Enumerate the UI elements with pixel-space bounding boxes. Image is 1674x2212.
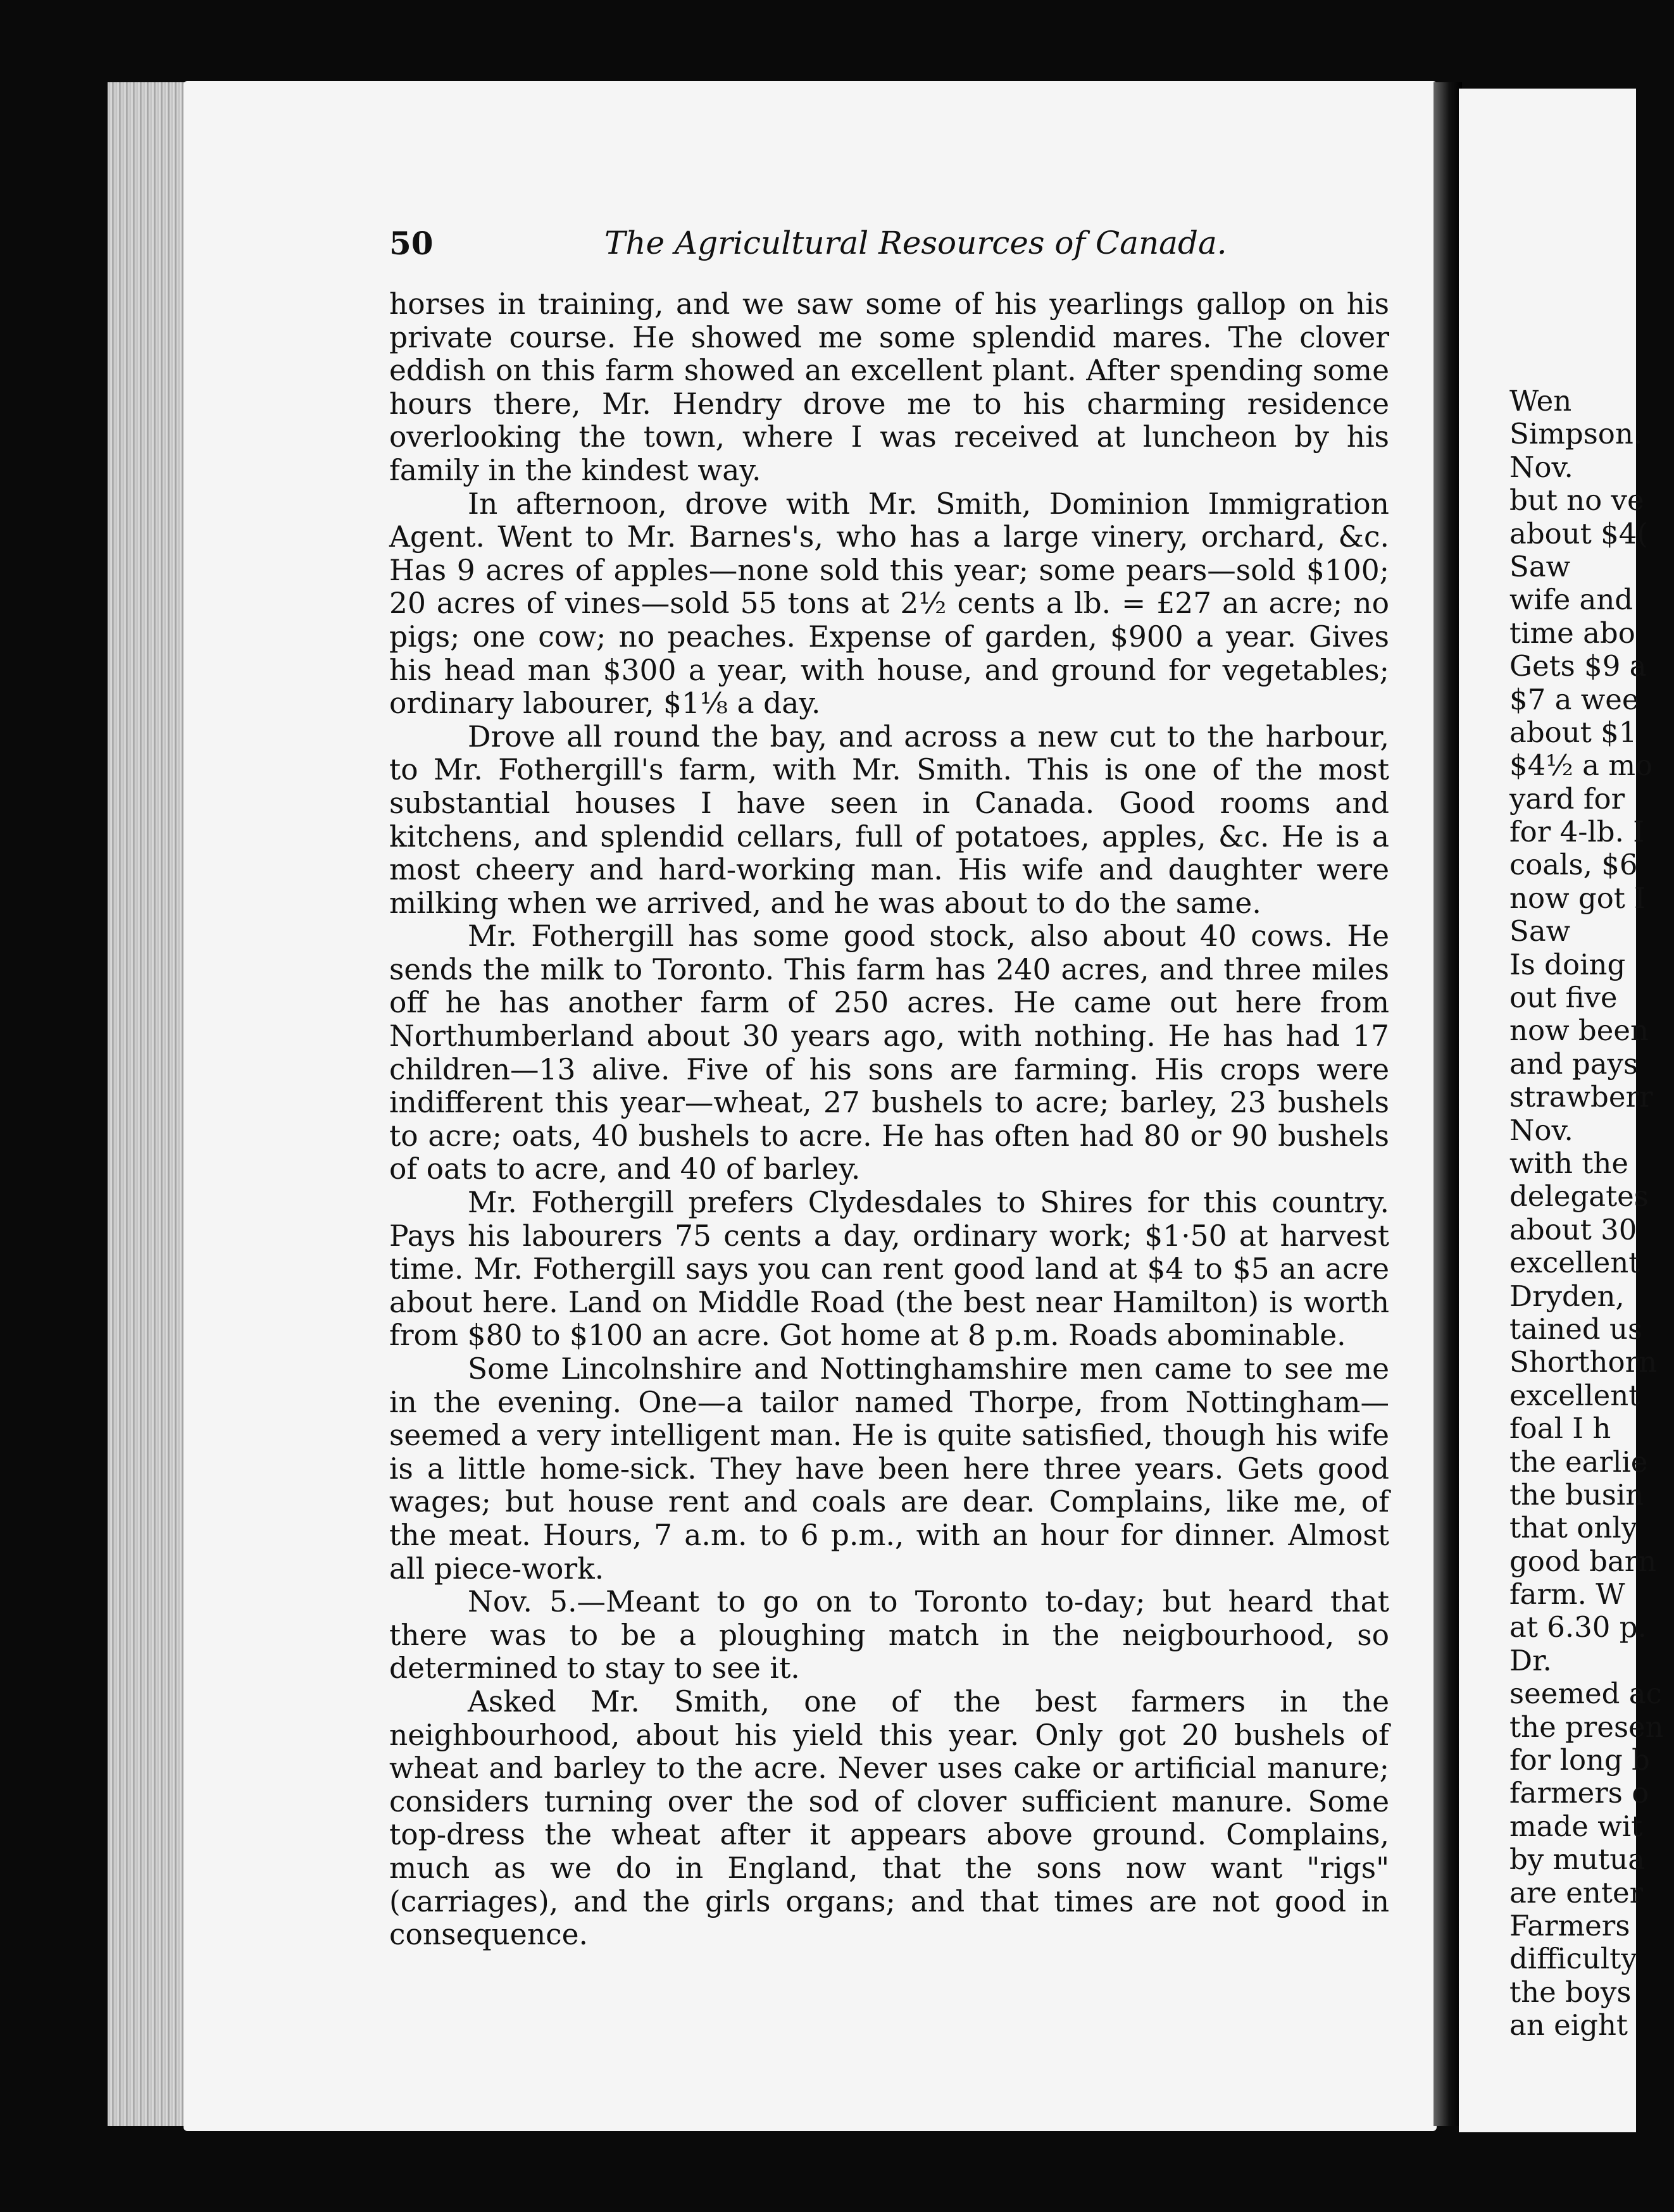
- facing-line: farmers o: [1509, 1776, 1649, 1810]
- facing-line: the earlie: [1509, 1445, 1648, 1479]
- page-header: [389, 225, 1377, 275]
- facing-page: [1459, 89, 1664, 2132]
- facing-line: Dryden,: [1509, 1279, 1625, 1313]
- facing-line: difficulty: [1509, 1942, 1637, 1976]
- facing-line: $4½ a mo: [1509, 749, 1653, 783]
- paragraph: Asked Mr. Smith, one of the best farmers in the neighbourhood, about his yield this year. Only got 20 bushels of wheat and barley to the acre. Never uses cake or artificial manure; considers turning over the sod of clover sufficient manure. Some top-dress the wheat after it appears above ground. Complains, much as we do in England, that the sons now want "rigs" (carriages), and the girls organs; and that times are not good in consequence.: [389, 1684, 1389, 1952]
- paragraph: In afternoon, drove with Mr. Smith, Dominion Immigration Agent. Went to Mr. Barnes's, who has a large vinery, orchard, &c. Has 9 acres of apples—none sold this year; some pears—sold $100; 20 acres of vines—sold 55 tons at 2½ cents a lb. = £27 an acre; no pigs; one cow; no peaches. Expense of garden, $900 a year. Gives his head man $300 a year, with house, and ground for vegetables; ordinary labourer, $1⅛ a day.: [389, 487, 1389, 721]
- facing-line: time abo: [1509, 616, 1635, 650]
- facing-line: strawberr: [1509, 1080, 1653, 1114]
- facing-line: foal I h: [1509, 1412, 1611, 1446]
- paragraph: horses in training, and we saw some of his yearlings gallop on his private course. He showed me some splendid mares. The clover eddish on this farm showed an excellent plant. After spending some hours there, Mr. Hendry drove me to his charming residence overlooking the town, where I was received at luncheon by his family in the kindest way.: [389, 287, 1389, 487]
- facing-line: at 6.30 p.: [1509, 1610, 1647, 1644]
- facing-line: yard for: [1509, 781, 1625, 816]
- facing-line: tained us: [1509, 1312, 1643, 1346]
- facing-line: the busin: [1509, 1477, 1644, 1512]
- facing-line: farm. W: [1509, 1577, 1625, 1612]
- facing-line: for long b: [1509, 1743, 1650, 1777]
- facing-line: $7 a wee: [1509, 682, 1639, 716]
- facing-line: good barn: [1509, 1544, 1657, 1578]
- facing-line: Saw: [1509, 549, 1571, 583]
- paragraph: Mr. Fothergill has some good stock, also about 40 cows. He sends the milk to Toronto. This farm has 240 acres, and three miles off he has another farm of 250 acres. He came out here from Northumberland about 30 years ago, with nothing. He has had 17 children—13 alive. Five of his sons are farming. His crops were indifferent this year—wheat, 27 bushels to acre; barley, 23 bushels to acre; oats, 40 bushels to acre. He has often had 80 or 90 bushels of oats to acre, and 40 of barley.: [389, 919, 1389, 1186]
- paragraph: Some Lincolnshire and Nottinghamshire men came to see me in the evening. One—a tailor named Thorpe, from Nottingham—seemed a very intelligent man. He is quite satisfied, though his wife is a little home-sick. They have been here three years. Gets good wages; but house rent and coals are dear. Complains, like me, of the meat. Hours, 7 a.m. to 6 p.m., with an hour for dinner. Almost all piece-work.: [389, 1352, 1389, 1586]
- facing-line: Wen: [1509, 384, 1572, 418]
- facing-line: about $4(: [1509, 516, 1648, 550]
- paragraph: Drove all round the bay, and across a new cut to the harbour, to Mr. Fothergill's farm, with Mr. Smith. This is one of the most substantial houses I have seen in Canada. Good rooms and kitchens, and splendid cellars, full of potatoes, apples, &c. He is a most cheery and hard-working man. His wife and daughter were milking when we arrived, and he was about to do the same.: [389, 719, 1389, 920]
- facing-line: that only: [1509, 1511, 1638, 1545]
- facing-line: Simpson.: [1509, 417, 1643, 451]
- facing-line: by mutua: [1509, 1842, 1646, 1877]
- facing-line: but no ve: [1509, 483, 1644, 518]
- facing-line: about 30: [1509, 1212, 1637, 1246]
- facing-line: for 4-lb. I: [1509, 815, 1644, 849]
- facing-line: now been: [1509, 1014, 1649, 1048]
- facing-line: Gets $9 a: [1509, 649, 1647, 683]
- paragraph: Mr. Fothergill prefers Clydesdales to Shires for this country. Pays his labourers 75 cents a day, ordinary work; $1·50 at harvest time. Mr. Fothergill says you can rent good land at $4 to $5 an acre about here. Land on Middle Road (the best near Hamilton) is worth from $80 to $100 an acre. Got home at 8 p.m. Roads abominable.: [389, 1186, 1389, 1353]
- gutter-shadow: [1434, 82, 1462, 2126]
- facing-line: and pays: [1509, 1047, 1639, 1081]
- facing-line: delegates: [1509, 1179, 1649, 1214]
- facing-line: now got I: [1509, 881, 1646, 915]
- facing-line: wife and: [1509, 583, 1633, 617]
- facing-line: an eight: [1509, 2008, 1628, 2042]
- facing-line: Nov.: [1509, 1113, 1573, 1147]
- running-title: The Agricultural Resources of Canada.: [604, 225, 1227, 261]
- facing-line: Is doing: [1509, 947, 1626, 981]
- facing-line: Shorthorn: [1509, 1345, 1658, 1379]
- facing-line: excellent: [1509, 1378, 1640, 1412]
- facing-line: Saw: [1509, 914, 1571, 948]
- facing-line: coals, $6: [1509, 848, 1638, 882]
- facing-line: Farmers: [1509, 1908, 1630, 1942]
- page-body: [389, 288, 1389, 1952]
- facing-line: made wit: [1509, 1809, 1643, 1843]
- paragraph: Nov. 5.—Meant to go on to Toronto to-day; but heard that there was to be a ploughing match in the neigbourhood, so determined to stay to see it.: [389, 1585, 1389, 1686]
- facing-line: Dr.: [1509, 1643, 1552, 1677]
- facing-line: about $1: [1509, 715, 1637, 749]
- facing-line: Nov.: [1509, 450, 1573, 484]
- facing-page-column: [1509, 385, 1674, 2042]
- facing-line: excellent: [1509, 1246, 1640, 1280]
- page-number: 50: [389, 225, 434, 262]
- facing-line: seemed ac: [1509, 1677, 1662, 1711]
- facing-line: out five: [1509, 981, 1618, 1015]
- facing-line: are enter: [1509, 1875, 1644, 1910]
- facing-line: the presen: [1509, 1710, 1664, 1744]
- facing-line: with the: [1509, 1146, 1628, 1180]
- facing-line: the boys: [1509, 1975, 1632, 2009]
